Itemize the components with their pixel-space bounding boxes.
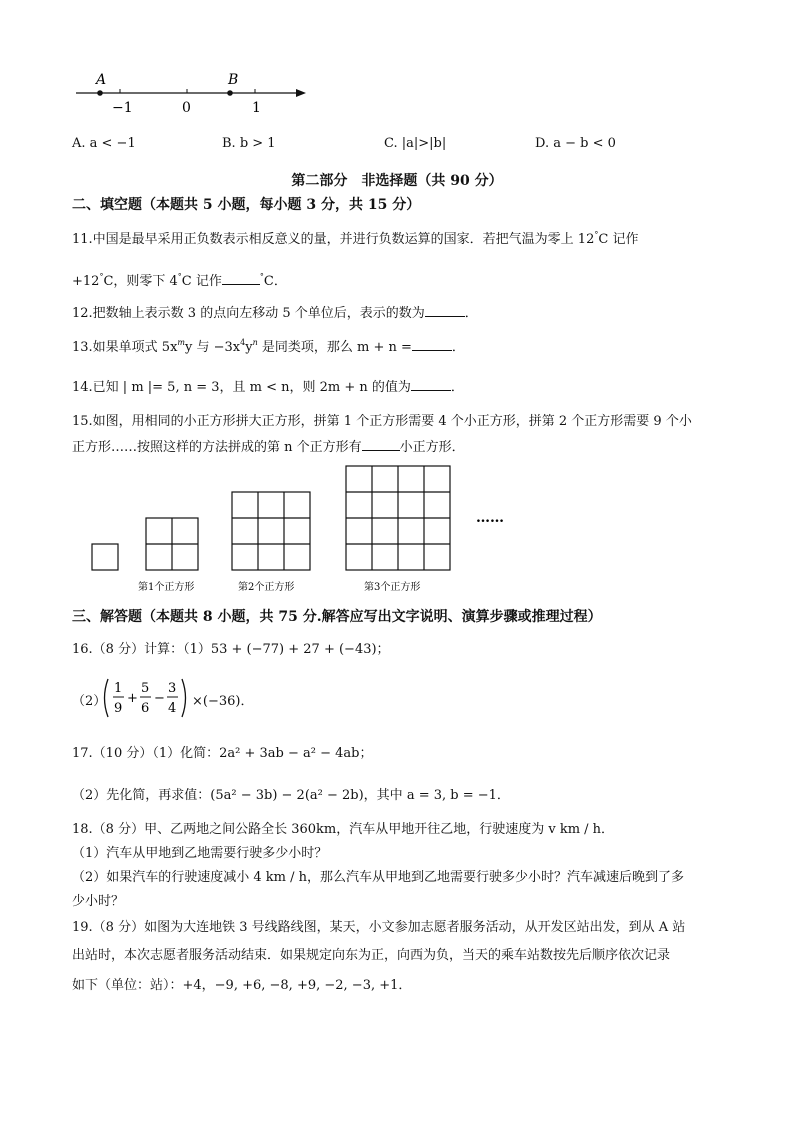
q11-unit: C． <box>263 274 287 289</box>
caption-1: 第1个正方形 <box>138 582 195 593</box>
q13-exp-4: 4 <box>240 338 246 347</box>
square-4x4 <box>346 466 450 570</box>
q11-val2: C，则零下 4 <box>103 274 178 289</box>
q13-post: 是同类项，那么 m + n = <box>257 340 412 355</box>
q14-answer-blank[interactable] <box>411 377 451 391</box>
figure-ellipsis: …… <box>476 510 504 526</box>
point-a <box>97 90 103 96</box>
q11-answer-blank[interactable] <box>222 271 260 285</box>
number-line-figure <box>70 68 320 118</box>
q11-val1: +12 <box>72 274 100 289</box>
q18-line4: 少小时？ <box>72 894 125 909</box>
frac2-num: 5 <box>141 681 150 696</box>
q13-line <box>72 336 465 355</box>
caption-2: 第2个正方形 <box>238 582 295 593</box>
tick-1-label: 1 <box>252 100 261 116</box>
part2-title: 第二部分 非选择题（共 90 分） <box>291 173 503 189</box>
q13-pre: 13.如果单项式 5x <box>72 340 178 355</box>
q19-line1: 19.（8 分）如图为大连地铁 3 号线路线图，某天，小文参加志愿者服务活动，从开发区站出发，到从 A 站 <box>72 920 686 935</box>
label-b: B <box>228 72 239 88</box>
q15-text: 正方形……按照这样的方法拼成的第 n 个正方形有 <box>72 440 362 455</box>
q12-text: 12.把数轴上表示数 3 的点向左移动 5 个单位后，表示的数为 <box>72 306 425 321</box>
squares-figure <box>86 462 526 598</box>
q17-line1: 17.（10 分）（1）化简：2a² + 3ab − a² − 4ab； <box>72 746 373 761</box>
q15-line1: 15.如图，用相同的小正方形拼大正方形，拼第 1 个正方形需要 4 个小正方形，拼第 2 个正方形需要 9 个小 <box>72 414 692 429</box>
q11-line2 <box>72 270 287 289</box>
q14-end: ． <box>450 380 464 395</box>
number-line-arrow <box>296 89 306 97</box>
q11-record: C 记作 <box>181 274 222 289</box>
q16-part2-label: （2） <box>72 694 107 709</box>
op-plus: + <box>127 691 138 706</box>
q12-line <box>72 302 478 321</box>
q12-end: ． <box>464 306 478 321</box>
option-c: C. |a|>|b| <box>384 136 447 151</box>
q17-line2: （2）先化简，再求值：(5a² − 3b) − 2(a² − 2b)，其中 a = 3, b = −1． <box>72 788 510 803</box>
tick-neg1-label: −1 <box>112 100 133 116</box>
q11-deg1: ° <box>594 230 599 239</box>
q13-answer-blank[interactable] <box>412 337 452 351</box>
caption-3: 第3个正方形 <box>364 582 421 593</box>
frac1-num: 1 <box>114 681 123 696</box>
q14-text: 14.已知 | m |= 5, n = 3，且 m < n，则 2m + n 的值为 <box>72 380 411 395</box>
tick-0-label: 0 <box>182 100 191 116</box>
left-paren <box>105 679 109 717</box>
q14-line <box>72 376 464 395</box>
q16-line1: 16.（8 分）计算：（1）53 + (−77) + 27 + (−43)； <box>72 642 390 657</box>
q12-answer-blank[interactable] <box>425 303 465 317</box>
q15-answer-blank[interactable] <box>362 437 400 451</box>
q15-line2 <box>72 436 465 455</box>
option-a: A. a < −1 <box>72 136 136 151</box>
q13-end: ． <box>451 340 465 355</box>
q13-mid1: y 与 −3x <box>185 340 241 355</box>
frac3-den: 4 <box>168 701 177 716</box>
q13-exp-n: n <box>252 338 258 347</box>
q18-line3: （2）如果汽车的行驶速度减小 4 km / h，那么汽车从甲地到乙地需要行驶多少小时？汽车减速后晚到了多 <box>72 870 685 885</box>
q13-mid2: y <box>245 340 253 355</box>
q11-line1-end: C 记作 <box>598 232 639 247</box>
option-b: B. b > 1 <box>222 136 276 151</box>
q11-deg2: ° <box>99 272 104 281</box>
frac1-den: 9 <box>114 701 123 716</box>
q11-line1 <box>72 228 638 247</box>
square-3x3 <box>232 492 310 570</box>
frac2-den: 6 <box>141 701 150 716</box>
op-minus: − <box>154 691 165 706</box>
q19-line2: 出站时，本次志愿者服务活动结束．如果规定向东为正，向西为负，当天的乘车站数按先后顺序依次记录 <box>72 948 671 963</box>
square-unit <box>92 544 118 570</box>
q11-line1-text: 11.中国是最早采用正负数表示相反意义的量，并进行负数运算的国家．若把气温为零上 12 <box>72 232 595 247</box>
frac3-num: 3 <box>168 681 177 696</box>
q15-end: 小正方形． <box>399 440 465 455</box>
q13-exp-m: m <box>177 338 186 347</box>
q18-line1: 18.（8 分）甲、乙两地之间公路全长 360km，汽车从甲地开往乙地，行驶速度为 v km / h． <box>72 822 615 837</box>
option-d: D. a − b < 0 <box>535 136 616 151</box>
q18-line2: （1）汽车从甲地到乙地需要行驶多少小时？ <box>72 846 328 861</box>
right-paren <box>182 679 186 717</box>
label-a: A <box>96 72 107 88</box>
section3-heading: 三、解答题（本题共 8 小题，共 75 分.解答应写出文字说明、演算步骤或推理过程） <box>72 609 602 625</box>
point-b <box>227 90 233 96</box>
square-2x2 <box>146 518 198 570</box>
q11-deg3: ° <box>177 272 182 281</box>
q11-deg4: ° <box>259 272 264 281</box>
q16-tail: ×(−36)． <box>192 694 254 709</box>
section2-heading: 二、填空题（本题共 5 小题，每小题 3 分，共 15 分） <box>72 197 421 213</box>
q19-line3: 如下（单位：站）：+4，−9, +6, −8, +9, −2, −3, +1． <box>72 978 412 993</box>
